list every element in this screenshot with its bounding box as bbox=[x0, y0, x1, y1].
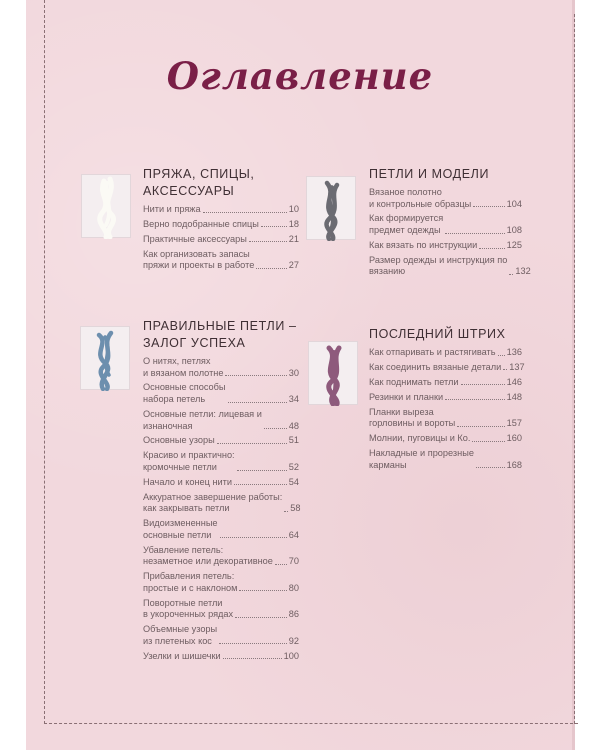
toc-entry[interactable] bbox=[143, 598, 299, 621]
toc-entry-page-number: 70 bbox=[288, 556, 299, 567]
toc-entry[interactable] bbox=[143, 382, 299, 405]
dot-leader bbox=[498, 355, 505, 356]
yarn-skein-icon bbox=[81, 327, 131, 391]
dot-leader bbox=[479, 248, 504, 249]
toc-entry-title: Молнии, пуговицы и Ко. bbox=[369, 433, 471, 444]
toc-entry[interactable] bbox=[143, 477, 299, 489]
toc-entry-page-number: 52 bbox=[288, 461, 299, 472]
section-title: ПРЯЖА, СПИЦЫ, АКСЕССУАРЫ bbox=[143, 167, 255, 198]
toc-entry[interactable] bbox=[369, 213, 522, 236]
dot-leader bbox=[275, 564, 287, 565]
toc-entry-title: Вязаное полотно и контрольные образцы bbox=[369, 187, 472, 209]
dot-leader bbox=[225, 375, 286, 376]
toc-entry-page-number: 54 bbox=[288, 476, 299, 487]
toc-entry-page-number: 146 bbox=[506, 376, 522, 387]
dot-leader bbox=[264, 428, 287, 429]
toc-entry-page-number: 168 bbox=[506, 459, 522, 470]
toc-entry-page-number: 125 bbox=[506, 239, 522, 250]
toc-entry-title: Как отпаривать и растягивать bbox=[369, 347, 496, 357]
toc-entry-page-number: 48 bbox=[288, 420, 299, 431]
toc-section-stitches bbox=[143, 318, 299, 666]
toc-entry-page-number: 100 bbox=[283, 650, 299, 661]
toc-entry-title: Убавление петель: незаметное или декоративное bbox=[143, 544, 273, 567]
toc-entry[interactable] bbox=[369, 361, 525, 374]
toc-entry[interactable] bbox=[143, 356, 299, 379]
toc-entry-title: Начало и конец нити bbox=[143, 476, 233, 487]
dot-leader bbox=[235, 617, 287, 618]
toc-entry-page-number: 18 bbox=[288, 218, 299, 229]
toc-entry-title: Аккуратное завершение работы: как закрывать петли bbox=[143, 491, 283, 514]
toc-entry[interactable] bbox=[369, 433, 522, 445]
toc-entry-title: Как поднимать петли bbox=[369, 376, 459, 387]
dot-leader bbox=[476, 467, 505, 468]
toc-entry-page-number: 148 bbox=[506, 391, 522, 402]
toc-entry[interactable] bbox=[143, 518, 299, 541]
toc-entry-page-number: 27 bbox=[288, 260, 299, 271]
section-entries bbox=[143, 204, 299, 272]
toc-section-yarn-needles bbox=[143, 166, 299, 275]
toc-entry-title: Основные петли: лицевая и изнаночная bbox=[143, 408, 262, 431]
dot-leader bbox=[223, 658, 282, 659]
toc-section-models bbox=[369, 166, 531, 281]
toc-entry-title: Размер одежды и инструкция по вязанию bbox=[369, 254, 508, 277]
section-title: ПРАВИЛЬНЫЕ ПЕТЛИ – ЗАЛОГ УСПЕХА bbox=[143, 319, 297, 350]
dot-leader bbox=[219, 643, 287, 644]
toc-entry-page-number: 21 bbox=[288, 233, 299, 244]
toc-entry[interactable] bbox=[369, 392, 522, 404]
dot-leader bbox=[237, 470, 287, 471]
section-title: ПОСЛЕДНИЙ ШТРИХ bbox=[369, 327, 506, 341]
toc-entry[interactable] bbox=[143, 219, 299, 231]
toc-entry[interactable] bbox=[369, 240, 522, 252]
toc-entry[interactable] bbox=[143, 492, 299, 515]
toc-entry-title: Резинки и планки bbox=[369, 391, 444, 402]
stitched-border-right bbox=[574, 14, 575, 724]
toc-entry-title: Поворотные петли в укороченных рядах bbox=[143, 597, 234, 620]
yarn-swatch-gray bbox=[306, 176, 356, 240]
dot-leader bbox=[234, 484, 287, 485]
toc-entry[interactable] bbox=[143, 249, 299, 272]
toc-entry[interactable] bbox=[369, 254, 531, 278]
toc-entry-page-number: 160 bbox=[506, 433, 522, 444]
toc-entry-title: Нити и пряжа bbox=[143, 204, 201, 214]
toc-entry-title: Практичные аксессуары bbox=[143, 233, 247, 244]
toc-entry[interactable] bbox=[143, 651, 299, 663]
toc-entry[interactable] bbox=[143, 624, 299, 647]
dot-leader bbox=[284, 511, 288, 512]
toc-entry[interactable] bbox=[369, 407, 522, 430]
toc-entry[interactable] bbox=[143, 204, 299, 216]
toc-entry-title: О нитях, петлях и вязаном полотне bbox=[143, 356, 224, 378]
toc-entry-page-number: 104 bbox=[506, 198, 522, 209]
toc-entry-page-number: 58 bbox=[290, 503, 301, 514]
toc-entry-page-number: 137 bbox=[509, 361, 525, 372]
dot-leader bbox=[203, 212, 287, 213]
section-title: ПЕТЛИ И МОДЕЛИ bbox=[369, 167, 490, 181]
dot-leader bbox=[239, 590, 286, 591]
toc-entry-title: Верно подобранные спицы bbox=[143, 218, 259, 229]
yarn-swatch-white bbox=[81, 174, 131, 238]
toc-entry[interactable] bbox=[143, 571, 299, 594]
dot-leader bbox=[461, 384, 505, 385]
yarn-skein-icon bbox=[82, 175, 132, 239]
yarn-swatch-purple bbox=[308, 341, 358, 405]
toc-entry-title: Основные способы набора петель bbox=[143, 382, 226, 405]
dot-leader bbox=[509, 274, 513, 275]
section-entries bbox=[369, 187, 531, 278]
dot-leader bbox=[445, 399, 505, 400]
dot-leader bbox=[261, 226, 287, 227]
toc-entry-page-number: 34 bbox=[288, 394, 299, 405]
section-entries bbox=[143, 356, 299, 662]
toc-entry-title: Красиво и практично: кромочные петли bbox=[143, 450, 235, 472]
toc-entry[interactable] bbox=[143, 450, 299, 473]
toc-entry-page-number: 132 bbox=[515, 266, 531, 277]
toc-entry-title: Как организовать запасы пряжи и проекты в работе bbox=[143, 248, 255, 271]
yarn-skein-icon bbox=[309, 342, 359, 406]
toc-entry[interactable] bbox=[369, 377, 522, 389]
toc-section-finishing bbox=[369, 326, 525, 474]
toc-entry-page-number: 92 bbox=[288, 635, 299, 646]
dot-leader bbox=[249, 241, 287, 242]
toc-entry-page-number: 80 bbox=[288, 582, 299, 593]
toc-entry-title: Прибавления петель: простые и с наклоном bbox=[143, 571, 238, 593]
dot-leader bbox=[473, 206, 504, 207]
toc-entry-title: Узелки и шишечки bbox=[143, 650, 221, 661]
toc-entry-title: Основные узоры bbox=[143, 435, 215, 446]
dot-leader bbox=[457, 426, 504, 427]
toc-entry[interactable] bbox=[143, 435, 299, 447]
toc-entry[interactable] bbox=[143, 409, 299, 432]
toc-entry[interactable] bbox=[143, 545, 299, 568]
yarn-skein-icon bbox=[307, 177, 357, 241]
toc-entry-title: Как вязать по инструкции bbox=[369, 239, 478, 250]
toc-entry-title: Планки выреза горловины и вороты bbox=[369, 406, 456, 429]
dot-leader bbox=[472, 441, 504, 442]
toc-entry-title: Как формируется предмет одежды bbox=[369, 213, 444, 236]
section-entries bbox=[369, 347, 525, 471]
toc-entry-page-number: 30 bbox=[288, 367, 299, 378]
toc-entry-title: Как соединить вязаные детали bbox=[369, 361, 502, 372]
page-title: Оглавление bbox=[166, 54, 434, 98]
toc-entry-page-number: 51 bbox=[288, 435, 299, 446]
toc-entry-page-number: 64 bbox=[288, 529, 299, 540]
toc-entry-page-number: 108 bbox=[506, 225, 522, 236]
dot-leader bbox=[228, 402, 287, 403]
toc-entry-page-number: 86 bbox=[288, 609, 299, 620]
toc-entry-title: Накладные и прорезные карманы bbox=[369, 447, 474, 470]
dot-leader bbox=[220, 537, 287, 538]
dot-leader bbox=[217, 443, 287, 444]
dot-leader bbox=[445, 233, 504, 234]
toc-entry-page-number: 136 bbox=[506, 347, 522, 357]
toc-entry-title: Объемные узоры из плетеных кос bbox=[143, 624, 218, 646]
toc-entry-title: Видоизмененные основные петли bbox=[143, 518, 218, 540]
toc-entry-page-number: 157 bbox=[506, 418, 522, 429]
yarn-swatch-blue bbox=[80, 326, 130, 390]
toc-entry[interactable] bbox=[369, 187, 522, 210]
toc-entry[interactable] bbox=[143, 234, 299, 246]
toc-entry[interactable] bbox=[369, 448, 522, 471]
dot-leader bbox=[256, 268, 286, 269]
toc-entry[interactable] bbox=[369, 347, 522, 359]
toc-entry-page-number: 10 bbox=[288, 204, 299, 214]
dot-leader bbox=[503, 369, 507, 370]
